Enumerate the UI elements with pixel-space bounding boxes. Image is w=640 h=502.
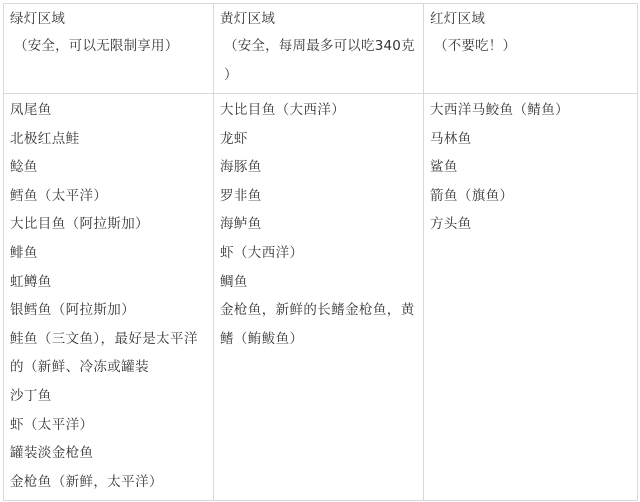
list-item: 的（新鲜、冷冻或罐装 bbox=[10, 359, 149, 376]
column-note-yellow bbox=[220, 32, 423, 90]
list-item: 罗非鱼 bbox=[220, 187, 262, 204]
red-list-cell bbox=[424, 94, 638, 501]
list-item: 鲨鱼 bbox=[430, 159, 458, 176]
list-item: 虹鳟鱼 bbox=[10, 273, 52, 290]
column-title-green: 绿灯区域 bbox=[10, 11, 66, 27]
column-title-red: 红灯区域 bbox=[430, 11, 486, 27]
list-item: 鲶鱼 bbox=[10, 159, 38, 176]
list-item: 北极红点鲑 bbox=[10, 130, 80, 147]
body-row bbox=[4, 94, 638, 501]
list-item: 金枪鱼，新鲜的长鳍金枪鱼，黄 bbox=[220, 302, 415, 319]
column-note-yellow-text: （安全，每周最多可以吃340克 bbox=[224, 38, 415, 54]
list-item: 虾（大西洋） bbox=[220, 244, 304, 261]
header-row bbox=[4, 4, 638, 94]
list-item: 鲱鱼 bbox=[10, 244, 38, 261]
list-item: 沙丁鱼 bbox=[10, 387, 52, 404]
list-item: 海豚鱼 bbox=[220, 159, 262, 176]
list-item: 大比目鱼（阿拉斯加） bbox=[10, 216, 149, 233]
header-cell-red bbox=[424, 4, 638, 94]
column-note-green: （安全，可以无限制享用） bbox=[14, 38, 179, 54]
column-note-red: （不要吃！） bbox=[434, 38, 517, 54]
list-item: 银鳕鱼（阿拉斯加） bbox=[10, 302, 136, 319]
header-cell-yellow bbox=[214, 4, 424, 94]
list-item: 龙虾 bbox=[220, 130, 248, 147]
list-item: 鳍（鲔鲅鱼） bbox=[220, 330, 304, 347]
list-item: 鳕鱼（太平洋） bbox=[10, 187, 108, 204]
list-item: 凤尾鱼 bbox=[10, 102, 52, 118]
green-list-cell bbox=[4, 94, 214, 501]
list-item: 罐装淡金枪鱼 bbox=[10, 445, 94, 462]
list-item: 方头鱼 bbox=[430, 216, 472, 233]
list-item: 鲷鱼 bbox=[220, 273, 248, 290]
list-item: 虾（太平洋） bbox=[10, 416, 94, 433]
list-item: 箭鱼（旗鱼） bbox=[430, 187, 514, 204]
header-cell-green bbox=[4, 4, 214, 94]
list-item: 金枪鱼（新鲜，太平洋） bbox=[10, 473, 163, 490]
list-item: 大比目鱼（大西洋） bbox=[220, 102, 346, 118]
column-title-yellow: 黄灯区域 bbox=[220, 11, 276, 27]
column-note-yellow-tail: ） bbox=[224, 67, 238, 83]
list-item: 海鲈鱼 bbox=[220, 216, 262, 233]
list-item: 大西洋马鲛鱼（鲭鱼） bbox=[430, 102, 569, 118]
list-item: 马林鱼 bbox=[430, 130, 472, 147]
list-item: 鲑鱼（三文鱼），最好是太平洋 bbox=[10, 330, 198, 347]
yellow-list-cell bbox=[214, 94, 424, 501]
fish-safety-table bbox=[3, 3, 638, 501]
